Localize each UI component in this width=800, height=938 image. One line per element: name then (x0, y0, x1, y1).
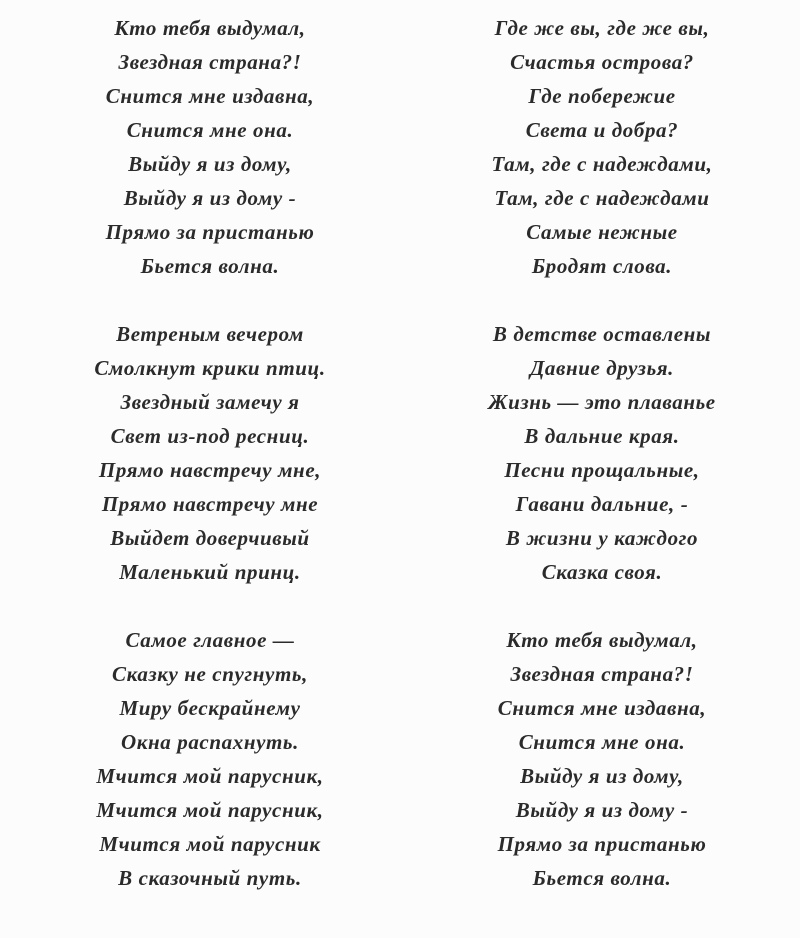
verse-line: Окна распахнуть. (121, 730, 299, 754)
verse-line: Снится мне она. (518, 730, 686, 754)
verse-line: Снится мне издавна, (497, 696, 707, 720)
verse-line: Выйду я из дому - (515, 798, 689, 822)
verse-line: Где же вы, где же вы, (494, 16, 710, 40)
verse-line: Самое главное — (125, 628, 295, 652)
verse-line: Самые нежные (526, 220, 678, 244)
verse-line: Мчится мой парусник (99, 832, 321, 856)
verse-line: Миру бескрайнему (119, 696, 301, 720)
stanza-left-1 (20, 11, 400, 283)
verse-line: Смолкнут крики птиц. (94, 356, 326, 380)
verse-line: Бьется волна. (532, 866, 672, 890)
verse-line: Мчится мой парусник, (96, 764, 324, 788)
verse-line: Снится мне она. (126, 118, 294, 142)
verse-line: Прямо навстречу мне (101, 492, 319, 516)
verse-line: В сказочный путь. (118, 866, 302, 890)
verse-line: Кто тебя выдумал, (114, 16, 306, 40)
verse-line: Бьется волна. (140, 254, 280, 278)
verse-line: Где побережие (528, 84, 676, 108)
verse-line: Песни прощальные, (504, 458, 700, 482)
verse-line: Прямо за пристанью (105, 220, 315, 244)
stanza-left-3 (20, 623, 400, 895)
verse-line: Счастья острова? (510, 50, 694, 74)
verse-line: Кто тебя выдумал, (506, 628, 698, 652)
verse-line: Выйдет доверчивый (110, 526, 310, 550)
verse-line: Мчится мой парусник, (96, 798, 324, 822)
verse-line: Прямо навстречу мне, (98, 458, 322, 482)
verse-line: Сказка своя. (541, 560, 663, 584)
verse-line: В детстве оставлены (492, 322, 712, 346)
verse-line: В дальние края. (524, 424, 680, 448)
verse-line: Давние друзья. (529, 356, 675, 380)
verse-line: Звездная страна?! (510, 662, 694, 686)
stanza-right-2 (410, 317, 794, 589)
stanza-left-2 (20, 317, 400, 589)
verse-line: Свет из-под ресниц. (110, 424, 310, 448)
verse-line: Выйду я из дому, (520, 764, 684, 788)
verse-line: Ветреным вечером (116, 322, 304, 346)
verse-line: Света и добра? (525, 118, 679, 142)
verse-line: Маленький принц. (119, 560, 301, 584)
stanza-right-1 (410, 11, 794, 283)
verse-line: Гавани дальние, - (515, 492, 689, 516)
verse-line: Выйду я из дому, (128, 152, 292, 176)
verse-line: Бродят слова. (531, 254, 673, 278)
left-column (20, 11, 400, 929)
verse-line: Звездный замечу я (120, 390, 300, 414)
verse-line: Сказку не спугнуть, (112, 662, 308, 686)
verse-line: Выйду я из дому - (123, 186, 297, 210)
verse-line: Жизнь — это плаванье (488, 390, 716, 414)
verse-line: Снится мне издавна, (105, 84, 315, 108)
right-column (410, 11, 794, 929)
verse-line: Там, где с надеждами, (491, 152, 713, 176)
verse-line: В жизни у каждого (505, 526, 699, 550)
verse-line: Прямо за пристанью (497, 832, 707, 856)
stanza-right-3 (410, 623, 794, 895)
verse-line: Там, где с надеждами (494, 186, 710, 210)
verse-line: Звездная страна?! (118, 50, 302, 74)
